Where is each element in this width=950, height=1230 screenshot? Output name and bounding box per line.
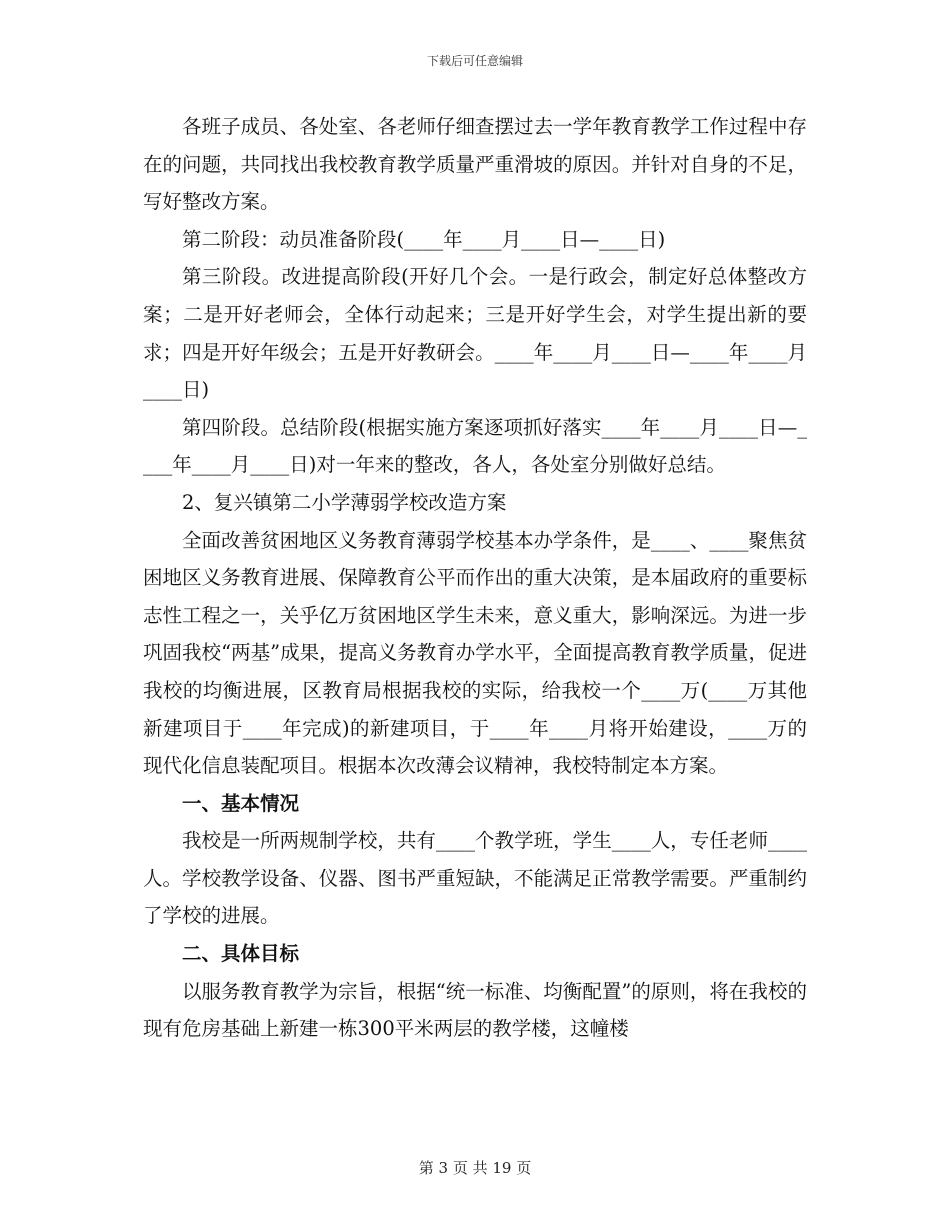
section-title-plan: 2、复兴镇第二小学薄弱学校改造方案 xyxy=(182,490,507,514)
paragraph-stage-four: 第四阶段。总结阶段(根据实施方案逐项抓好落实____年____月____日—____年____月____日)对一年来的整改，各人，各处室分别做好总结。 xyxy=(143,415,807,477)
paragraph-basic-situation: 我校是一所两规制学校，共有____个教学班，学生____人，专任老师____人。学校教学设备、仪器、图书严重短缺，不能满足正常教学需要。严重制约了学校的进展。 xyxy=(143,829,807,928)
paragraph-stage-three: 第三阶段。改进提高阶段(开好几个会。一是行政会，制定好总体整改方案；二是开好老师会，全体行动起来；三是开好学生会，对学生提出新的要求；四是开好年级会；五是开好教研会。____年____月____日—____年____月____日) xyxy=(143,265,807,402)
paragraph-review: 各班子成员、各处室、各老师仔细查摆过去一学年教育教学工作过程中存在的问题，共同找出我校教育教学质量严重滑坡的原因。并针对自身的不足，写好整改方案。 xyxy=(143,115,807,214)
document-body xyxy=(143,108,807,1048)
paragraph-stage-two: 第二阶段：动员准备阶段(____年____月____日—____日) xyxy=(182,227,666,251)
heading-basic-situation: 一、基本情况 xyxy=(182,791,300,815)
paragraph-specific-goals: 以服务教育教学为宗旨，根据“统一标准、均衡配置”的原则，将在我校的现有危房基础上新建一栋300平米两层的教学楼，这幢楼 xyxy=(143,979,807,1041)
heading-specific-goals: 二、具体目标 xyxy=(182,942,300,966)
page-footer: 第 3 页 共 19 页 xyxy=(418,1159,532,1177)
paragraph-plan-intro: 全面改善贫困地区义务教育薄弱学校基本办学条件，是____、____聚焦贫困地区义务教育进展、保障教育公平而作出的重大决策，是本届政府的重要标志性工程之一，关乎亿万贫困地区学生未来，意义重大，影响深远。为进一步巩固我校“两基”成果，提高义务教育办学水平，全面提高教育教学质量，促进我校的均衡进展，区教育局根据我校的实际，给我校一个____万(____万其他新建项目于____年完成)的新建项目，于____年____月将开始建设，____万的现代化信息装配项目。根据本次改薄会议精神，我校特制定本方案。 xyxy=(143,528,807,778)
page-header: 下载后可任意编辑 xyxy=(426,54,523,68)
